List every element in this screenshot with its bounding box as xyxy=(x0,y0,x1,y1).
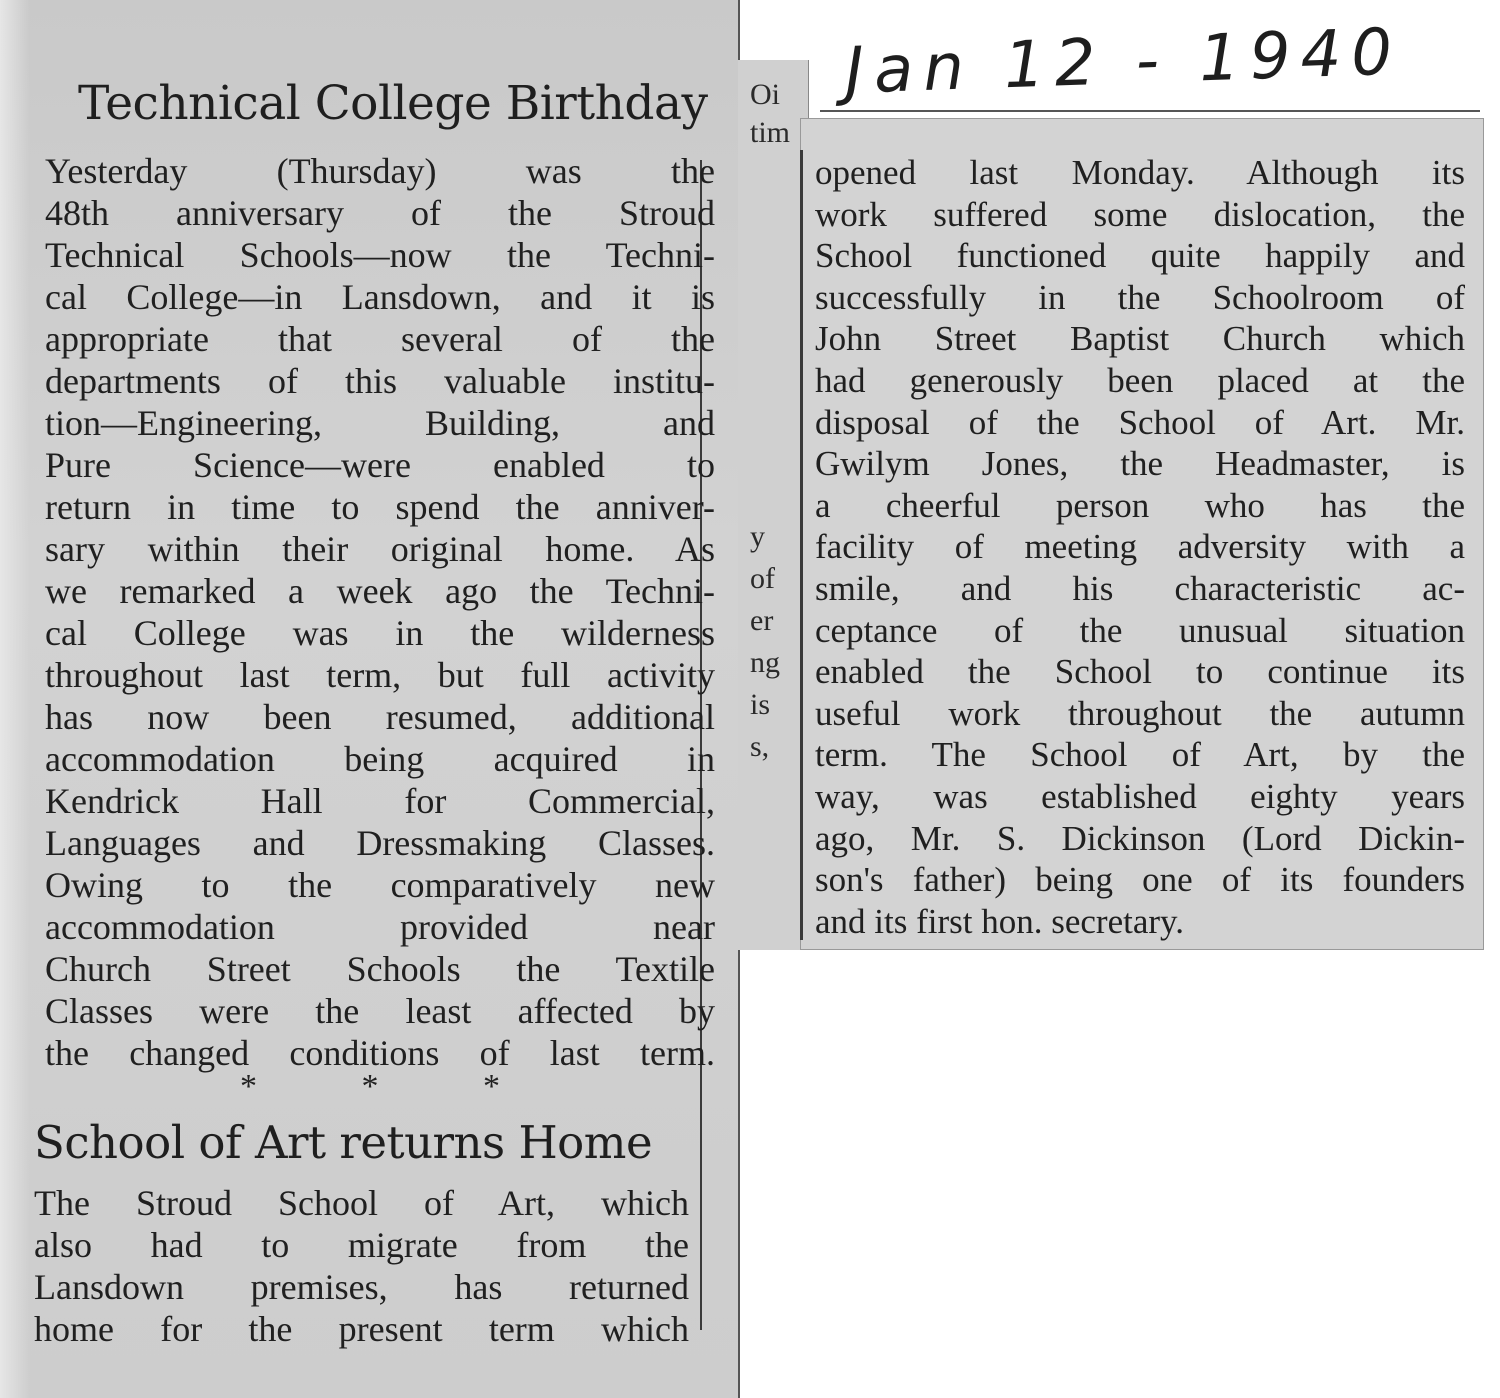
text-line: Classes were the least affected by xyxy=(45,991,715,1031)
text-line: facility of meeting adversity with a xyxy=(815,527,1465,567)
text-line: useful work throughout the autumn xyxy=(815,693,1465,733)
separator-star: * xyxy=(483,1068,500,1105)
headline-technical-college: Technical College Birthday xyxy=(78,76,708,131)
text-line: Church Street Schools the Textile xyxy=(45,949,715,989)
text-line: ceptance of the unusual situation xyxy=(815,610,1465,650)
text-line: cal College was in the wilderness xyxy=(45,613,715,653)
text-line: term. The School of Art, by the xyxy=(815,735,1465,775)
article-school-of-art-body-left xyxy=(34,1182,689,1350)
text-line: ago, Mr. S. Dickinson (Lord Dickin- xyxy=(815,818,1465,858)
separator-star: * xyxy=(361,1068,379,1105)
text-line: Technical Schools—now the Techni- xyxy=(45,235,715,275)
text-line: home for the present term which xyxy=(34,1309,689,1349)
text-line: tion—Engineering, Building, and xyxy=(45,403,715,443)
text-line: also had to migrate from the xyxy=(34,1225,689,1265)
text-line: Languages and Dressmaking Classes. xyxy=(45,823,715,863)
text-line: The Stroud School of Art, which xyxy=(34,1183,689,1223)
top-rule xyxy=(820,110,1480,112)
text-line: Kendrick Hall for Commercial, xyxy=(45,781,715,821)
text-line: Pure Science—were enabled to xyxy=(45,445,715,485)
text-line: enabled the School to continue its xyxy=(815,652,1465,692)
strip-fragment: tim xyxy=(750,116,791,149)
text-line: had generously been placed at the xyxy=(815,360,1465,400)
text-line: son's father) being one of its founders xyxy=(815,860,1465,900)
text-line: throughout last term, but full activity xyxy=(45,655,715,695)
text-line: John Street Baptist Church which xyxy=(815,319,1465,359)
text-line: smile, and his characteristic ac- xyxy=(815,568,1465,608)
strip-fragment: s, xyxy=(750,730,770,763)
article-school-of-art-body-right xyxy=(815,152,1465,942)
text-line: way, was established eighty years xyxy=(815,776,1465,816)
text-line: sary within their original home. As xyxy=(45,529,715,569)
column-rule-right xyxy=(800,150,803,940)
text-line: the changed conditions of last term. xyxy=(45,1033,715,1073)
strip-fragment: is xyxy=(750,688,771,721)
text-line: accommodation being acquired in xyxy=(45,739,715,779)
text-line: and its first hon. secretary. xyxy=(815,901,1185,941)
strip-fragment: y xyxy=(750,520,765,553)
cut-strip xyxy=(738,60,809,950)
headline-school-of-art: School of Art returns Home xyxy=(34,1116,653,1169)
text-line: appropriate that several of the xyxy=(45,319,715,359)
article-technical-college-body xyxy=(45,150,715,1074)
text-line: successfully in the Schoolroom of xyxy=(815,277,1465,317)
text-line: disposal of the School of Art. Mr. xyxy=(815,402,1465,442)
text-line: cal College—in Lansdown, and it is xyxy=(45,277,715,317)
text-line: Yesterday (Thursday) was the xyxy=(45,151,715,191)
text-line: 48th anniversary of the Stroud xyxy=(45,193,715,233)
section-separator xyxy=(240,1068,500,1106)
strip-fragment: of xyxy=(750,562,775,595)
text-line: we remarked a week ago the Techni- xyxy=(45,571,715,611)
handwritten-date: Jan 12 - 1940 xyxy=(843,15,1404,109)
text-line: has now been resumed, additional xyxy=(45,697,715,737)
text-line: a cheerful person who has the xyxy=(815,485,1465,525)
text-line: accommodation provided near xyxy=(45,907,715,947)
text-line: School functioned quite happily and xyxy=(815,236,1465,276)
strip-fragment: ng xyxy=(750,646,780,679)
strip-fragment: Oi xyxy=(750,78,780,111)
separator-star: * xyxy=(240,1068,257,1105)
text-line: departments of this valuable institu- xyxy=(45,361,715,401)
text-line: Gwilym Jones, the Headmaster, is xyxy=(815,444,1465,484)
text-line: work suffered some dislocation, the xyxy=(815,194,1465,234)
text-line: Lansdown premises, has returned xyxy=(34,1267,689,1307)
strip-fragment: er xyxy=(750,604,774,637)
text-line: opened last Monday. Although its xyxy=(815,153,1465,192)
text-line: Owing to the comparatively new xyxy=(45,865,715,905)
text-line: return in time to spend the anniver- xyxy=(45,487,715,527)
